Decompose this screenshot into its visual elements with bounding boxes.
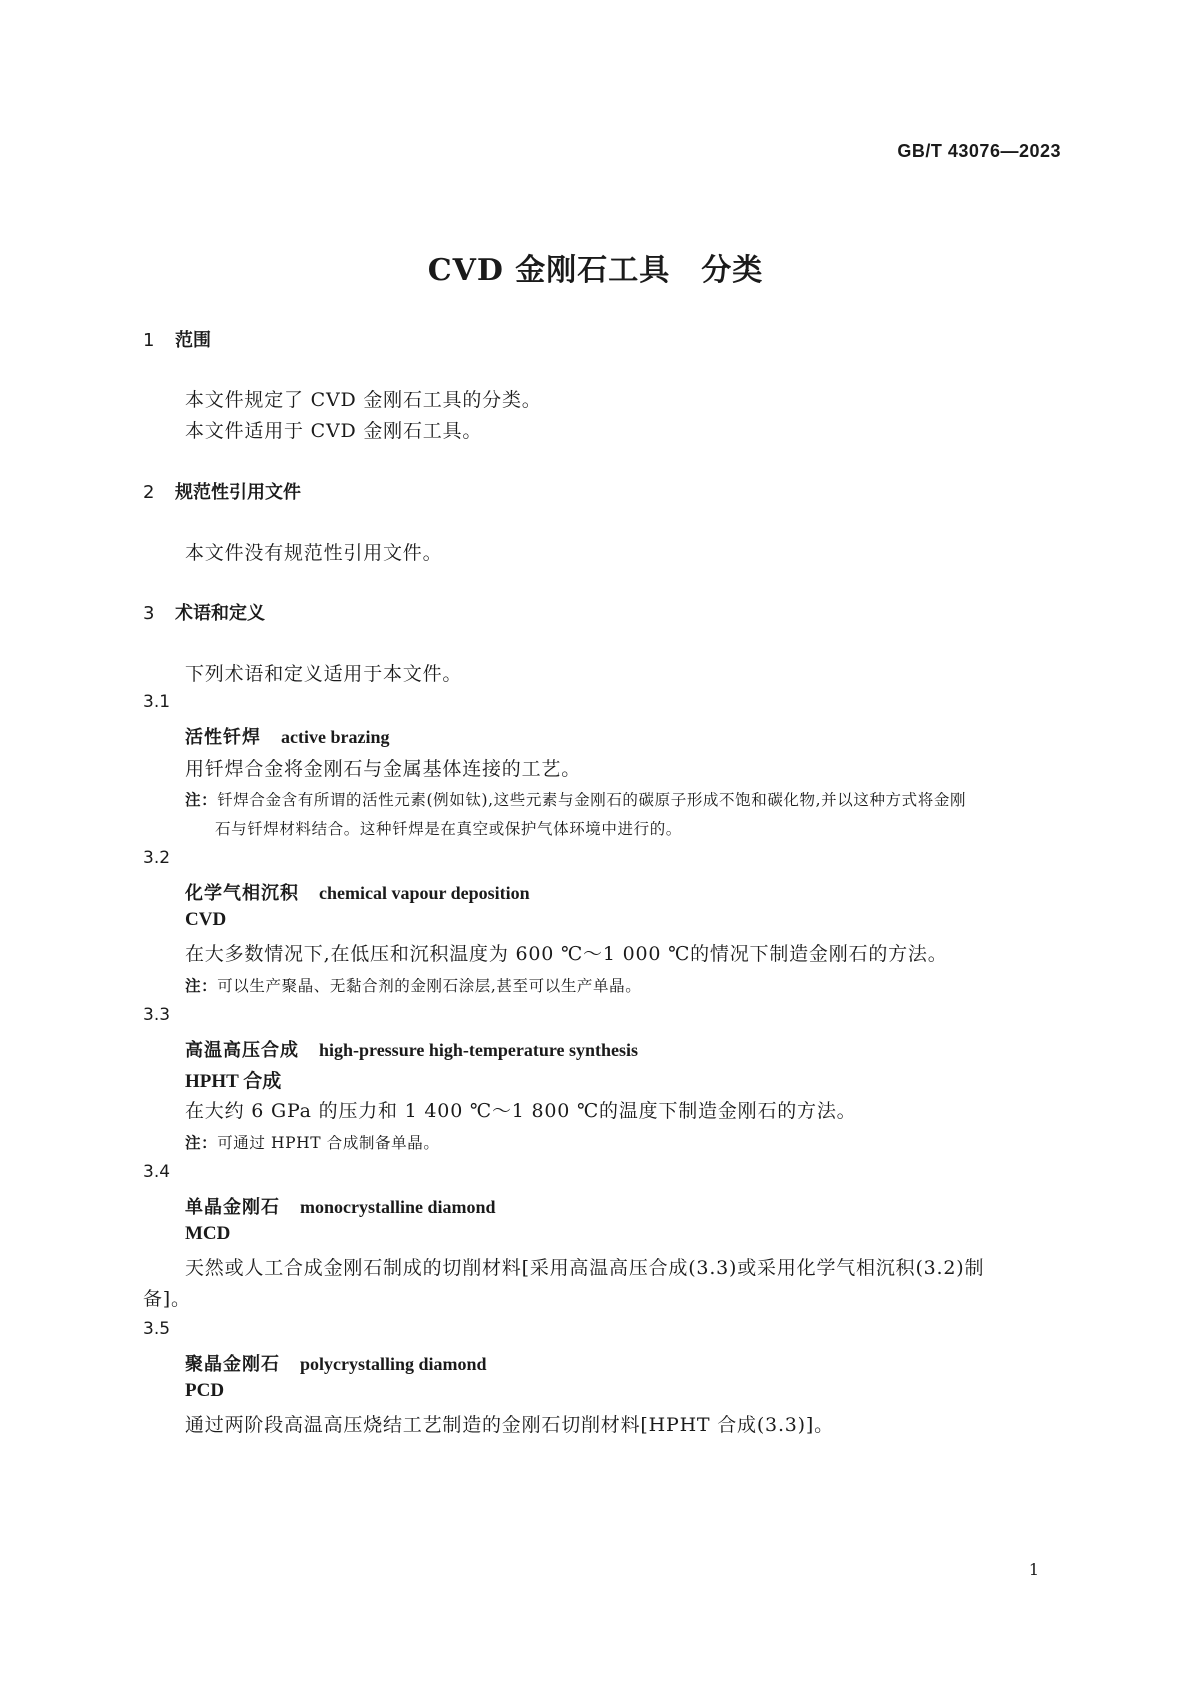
term-heading bbox=[185, 1036, 638, 1062]
term-chinese: 活性钎焊 bbox=[185, 727, 261, 748]
document-title: CVD 金刚石工具 分类 bbox=[427, 253, 764, 288]
term-note bbox=[185, 1131, 439, 1153]
section-title: 范围 bbox=[175, 330, 211, 351]
term-number: 3.1 bbox=[143, 692, 171, 712]
standard-code: GB/T 43076—2023 bbox=[897, 141, 1061, 161]
section-title: 术语和定义 bbox=[175, 603, 265, 624]
section-number: 2 bbox=[143, 482, 155, 503]
term-definition: 天然或人工合成金刚石制成的切削材料[采用高温高压合成(3.3)或采用化学气相沉积(3.2)制 bbox=[185, 1257, 985, 1279]
term-abbreviation: PCD bbox=[185, 1380, 225, 1401]
term-english: high-pressure high-temperature synthesis bbox=[319, 1040, 639, 1060]
term-note-continuation: 石与钎焊材料结合。这种钎焊是在真空或保护气体环境中进行的。 bbox=[215, 820, 682, 838]
term-definition: 通过两阶段高温高压烧结工艺制造的金刚石切削材料[HPHT 合成(3.3)]。 bbox=[185, 1414, 834, 1436]
term-english: chemical vapour deposition bbox=[319, 883, 530, 903]
section-number: 1 bbox=[143, 330, 155, 351]
paragraph: 本文件规定了 CVD 金刚石工具的分类。 bbox=[185, 389, 542, 411]
note-label: 注： bbox=[185, 977, 218, 995]
term-chinese: 聚晶金刚石 bbox=[185, 1354, 280, 1375]
term-abbreviation: HPHT 合成 bbox=[185, 1071, 282, 1092]
term-heading bbox=[185, 723, 389, 749]
term-english: monocrystalline diamond bbox=[300, 1197, 496, 1217]
term-chinese: 单晶金刚石 bbox=[185, 1197, 280, 1218]
note-label: 注： bbox=[185, 791, 218, 809]
term-english: polycrystalling diamond bbox=[300, 1354, 487, 1374]
paragraph: 本文件没有规范性引用文件。 bbox=[185, 542, 443, 564]
section-title: 规范性引用文件 bbox=[175, 482, 301, 503]
term-note bbox=[185, 974, 641, 996]
term-heading bbox=[185, 1350, 487, 1376]
term-abbreviation: CVD bbox=[185, 909, 227, 930]
term-abbreviation: MCD bbox=[185, 1223, 231, 1244]
term-number: 3.4 bbox=[143, 1162, 171, 1182]
term-number: 3.5 bbox=[143, 1319, 171, 1339]
term-chinese: 化学气相沉积 bbox=[185, 883, 299, 904]
note-label: 注： bbox=[185, 1134, 218, 1152]
section-2-heading bbox=[143, 478, 301, 504]
page-number: 1 bbox=[1028, 1560, 1039, 1579]
section-3-heading bbox=[143, 599, 265, 625]
term-definition-continuation: 备]。 bbox=[143, 1288, 191, 1310]
section-1-heading bbox=[143, 326, 211, 352]
term-definition: 在大约 6 GPa 的压力和 1 400 ℃～1 800 ℃的温度下制造金刚石的方法。 bbox=[185, 1100, 857, 1122]
term-number: 3.3 bbox=[143, 1005, 171, 1025]
term-number: 3.2 bbox=[143, 848, 171, 868]
section-number: 3 bbox=[143, 603, 155, 624]
note-text: 钎焊合金含有所谓的活性元素(例如钛),这些元素与金刚石的碳原子形成不饱和碳化物,并以这种方式将金刚 bbox=[217, 791, 967, 809]
term-definition: 在大多数情况下,在低压和沉积温度为 600 ℃～1 000 ℃的情况下制造金刚石的方法。 bbox=[185, 943, 948, 965]
note-text: 可通过 HPHT 合成制备单晶。 bbox=[217, 1134, 440, 1152]
term-heading bbox=[185, 879, 530, 905]
paragraph: 下列术语和定义适用于本文件。 bbox=[185, 663, 463, 685]
note-text: 可以生产聚晶、无黏合剂的金刚石涂层,甚至可以生产单晶。 bbox=[217, 977, 642, 995]
term-chinese: 高温高压合成 bbox=[185, 1040, 299, 1061]
term-note bbox=[185, 788, 966, 810]
term-heading bbox=[185, 1193, 496, 1219]
paragraph: 本文件适用于 CVD 金刚石工具。 bbox=[185, 420, 483, 442]
term-english: active brazing bbox=[281, 727, 390, 747]
term-definition: 用钎焊合金将金刚石与金属基体连接的工艺。 bbox=[185, 758, 582, 780]
